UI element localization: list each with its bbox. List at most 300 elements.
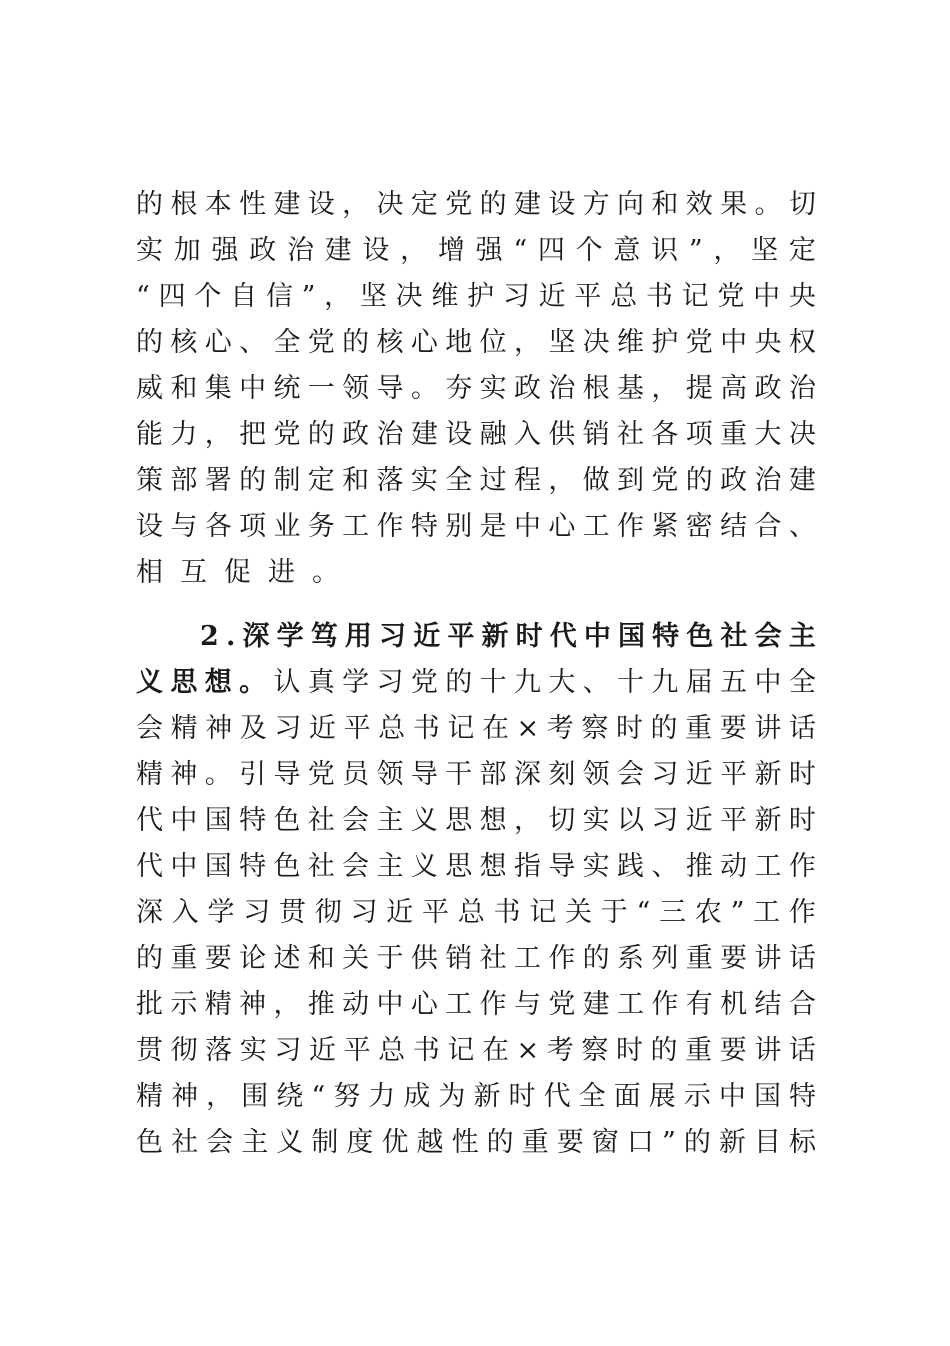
glyph: 察 bbox=[581, 1035, 609, 1066]
glyph: 维 bbox=[617, 327, 645, 358]
glyph: 考 bbox=[546, 1035, 574, 1066]
glyph: 精 bbox=[204, 989, 232, 1020]
glyph: 治 bbox=[376, 419, 404, 450]
glyph: 部 bbox=[479, 759, 507, 790]
glyph: 的 bbox=[307, 419, 335, 450]
glyph: 面 bbox=[613, 1081, 641, 1112]
glyph: 贯 bbox=[279, 897, 306, 928]
glyph: 党 bbox=[445, 189, 473, 220]
glyph: 护 bbox=[467, 281, 495, 312]
glyph: 想 bbox=[204, 667, 232, 698]
glyph: 社 bbox=[307, 805, 335, 836]
glyph: 动 bbox=[720, 851, 748, 882]
glyph: 书 bbox=[412, 1035, 440, 1066]
glyph: 全 bbox=[578, 1081, 606, 1112]
text-line bbox=[136, 706, 816, 752]
glyph: 要 bbox=[204, 943, 232, 974]
glyph: 近 bbox=[308, 1035, 336, 1066]
glyph: 强 bbox=[211, 235, 239, 266]
text-line bbox=[136, 274, 816, 320]
glyph: 习 bbox=[274, 713, 302, 744]
glyph: 贯 bbox=[136, 1035, 163, 1066]
glyph: 新 bbox=[754, 759, 782, 790]
glyph: 努 bbox=[333, 1081, 361, 1112]
glyph: 部 bbox=[170, 465, 198, 496]
glyph: 全 bbox=[273, 327, 301, 358]
glyph: 会 bbox=[342, 851, 370, 882]
glyph: 近 bbox=[308, 713, 336, 744]
glyph: 成 bbox=[403, 1081, 431, 1112]
glyph: 时 bbox=[788, 805, 816, 836]
glyph: 绕 bbox=[276, 1081, 304, 1112]
glyph: 决 bbox=[582, 327, 610, 358]
glyph: 习 bbox=[651, 759, 679, 790]
glyph: 要 bbox=[720, 943, 748, 974]
glyph: 领 bbox=[582, 759, 610, 790]
glyph: 、 bbox=[582, 667, 610, 698]
glyph: 义 bbox=[410, 851, 438, 882]
glyph: 工 bbox=[513, 943, 541, 974]
glyph: “ bbox=[513, 235, 528, 266]
glyph: 批 bbox=[136, 989, 163, 1020]
glyph: 意 bbox=[613, 235, 641, 266]
glyph: 增 bbox=[437, 235, 465, 266]
glyph: 领 bbox=[342, 373, 370, 404]
text-line-last bbox=[136, 550, 816, 596]
glyph: 作 bbox=[548, 943, 576, 974]
glyph: 中 bbox=[583, 621, 611, 652]
glyph: 结 bbox=[754, 989, 782, 1020]
glyph: 总 bbox=[378, 1035, 406, 1066]
glyph: 高 bbox=[720, 373, 748, 404]
glyph: 员 bbox=[342, 759, 370, 790]
glyph: 项 bbox=[685, 419, 713, 450]
glyph: 的 bbox=[650, 1035, 678, 1066]
glyph: 作 bbox=[788, 851, 816, 882]
glyph: ， bbox=[206, 1081, 234, 1112]
glyph: 入 bbox=[513, 419, 541, 450]
glyph: 政 bbox=[249, 235, 277, 266]
glyph: 供 bbox=[548, 419, 576, 450]
glyph: ， bbox=[204, 419, 232, 450]
glyph: 五 bbox=[720, 667, 748, 698]
glyph: 社 bbox=[479, 943, 507, 974]
glyph: 近 bbox=[413, 621, 441, 652]
glyph: 工 bbox=[754, 851, 782, 882]
glyph: 根 bbox=[582, 373, 610, 404]
glyph: 书 bbox=[493, 897, 521, 928]
glyph: 要 bbox=[719, 713, 747, 744]
glyph: 指 bbox=[513, 851, 541, 882]
glyph: 习 bbox=[651, 805, 679, 836]
glyph: 代 bbox=[543, 1081, 571, 1112]
glyph: 党 bbox=[717, 281, 745, 312]
glyph: 列 bbox=[651, 943, 679, 974]
glyph: 定 bbox=[410, 189, 438, 220]
glyph: 是 bbox=[479, 511, 507, 542]
glyph: 密 bbox=[685, 511, 713, 542]
glyph: 、 bbox=[788, 511, 816, 542]
glyph: 领 bbox=[376, 759, 404, 790]
glyph: 个 bbox=[194, 281, 222, 312]
glyph: 记 bbox=[447, 1035, 475, 1066]
glyph: 四 bbox=[158, 281, 186, 312]
glyph: 学 bbox=[207, 897, 235, 928]
glyph: 四 bbox=[537, 235, 565, 266]
glyph: 工 bbox=[582, 511, 610, 542]
glyph: 口 bbox=[626, 1127, 654, 1158]
glyph: 想 bbox=[479, 805, 507, 836]
glyph: ， bbox=[513, 805, 541, 836]
glyph: 会 bbox=[206, 1127, 234, 1158]
glyph: 决 bbox=[788, 419, 816, 450]
glyph: 的 bbox=[683, 1127, 711, 1158]
glyph: 重 bbox=[685, 943, 713, 974]
glyph: 作 bbox=[788, 897, 816, 928]
glyph: 效 bbox=[685, 189, 713, 220]
glyph: 自 bbox=[230, 281, 258, 312]
glyph: 九 bbox=[513, 667, 541, 698]
glyph: 集 bbox=[204, 373, 232, 404]
glyph: 实 bbox=[582, 851, 610, 882]
glyph: 新 bbox=[718, 1127, 746, 1158]
glyph: 。 bbox=[410, 373, 438, 404]
text-line bbox=[136, 982, 816, 1028]
glyph: 机 bbox=[720, 989, 748, 1020]
glyph: 时 bbox=[508, 1081, 536, 1112]
glyph: 中 bbox=[720, 327, 748, 358]
glyph: 决 bbox=[376, 189, 404, 220]
glyph: × bbox=[516, 1035, 540, 1066]
glyph: 实 bbox=[410, 465, 438, 496]
glyph: 主 bbox=[241, 1127, 269, 1158]
text-line bbox=[136, 890, 816, 936]
glyph: × bbox=[516, 713, 540, 744]
glyph: 近 bbox=[685, 759, 713, 790]
glyph: 会 bbox=[136, 713, 163, 744]
glyph: 导 bbox=[273, 759, 301, 790]
glyph: 建 bbox=[410, 419, 438, 450]
glyph: 新 bbox=[481, 621, 509, 652]
glyph: 识 bbox=[651, 235, 679, 266]
glyph: 话 bbox=[788, 713, 816, 744]
glyph: ， bbox=[324, 281, 352, 312]
glyph: 个 bbox=[575, 235, 603, 266]
glyph: 系 bbox=[617, 943, 645, 974]
glyph: 记 bbox=[447, 713, 475, 744]
glyph: 色 bbox=[273, 805, 301, 836]
text-line bbox=[136, 1074, 816, 1120]
glyph: 重 bbox=[685, 1035, 713, 1066]
glyph: 别 bbox=[445, 511, 473, 542]
glyph: 央 bbox=[788, 281, 816, 312]
glyph: 基 bbox=[617, 373, 645, 404]
glyph: 建 bbox=[788, 465, 816, 496]
glyph: 思 bbox=[445, 851, 473, 882]
glyph: 关 bbox=[342, 943, 370, 974]
glyph: 根 bbox=[170, 189, 198, 220]
glyph: 的 bbox=[342, 327, 370, 358]
glyph: 精 bbox=[136, 759, 163, 790]
glyph: 党 bbox=[410, 667, 438, 698]
glyph: 促 bbox=[224, 557, 251, 588]
glyph: 践 bbox=[617, 851, 645, 882]
glyph: 到 bbox=[617, 465, 645, 496]
text-line bbox=[136, 366, 816, 412]
glyph: 相 bbox=[136, 557, 163, 588]
glyph: 时 bbox=[615, 713, 643, 744]
glyph: 习 bbox=[379, 621, 407, 652]
glyph: 社 bbox=[617, 419, 645, 450]
glyph: 精 bbox=[136, 1081, 163, 1112]
glyph: 为 bbox=[438, 1081, 466, 1112]
glyph: 主 bbox=[788, 621, 816, 652]
glyph: 销 bbox=[582, 419, 610, 450]
text-line bbox=[136, 1028, 816, 1074]
glyph: ” bbox=[688, 235, 703, 266]
glyph: 与 bbox=[170, 511, 198, 542]
glyph: 总 bbox=[457, 897, 485, 928]
glyph: 平 bbox=[720, 759, 748, 790]
glyph: 主 bbox=[376, 851, 404, 882]
glyph: 代 bbox=[136, 805, 163, 836]
glyph: 中 bbox=[170, 851, 198, 882]
glyph: 党 bbox=[548, 989, 576, 1020]
glyph: 紧 bbox=[651, 511, 679, 542]
glyph: 总 bbox=[610, 281, 638, 312]
glyph: 位 bbox=[479, 327, 507, 358]
glyph: 治 bbox=[286, 235, 314, 266]
glyph: 届 bbox=[685, 667, 713, 698]
glyph: 要 bbox=[719, 1035, 747, 1066]
glyph: 。 bbox=[239, 667, 267, 698]
glyph: 关 bbox=[565, 897, 592, 928]
glyph: 引 bbox=[239, 759, 267, 790]
glyph: 。 bbox=[204, 759, 232, 790]
glyph: 信 bbox=[265, 281, 293, 312]
glyph: 近 bbox=[538, 281, 566, 312]
glyph: 决 bbox=[395, 281, 423, 312]
glyph: 大 bbox=[548, 667, 576, 698]
glyph: 特 bbox=[239, 851, 267, 882]
glyph: 特 bbox=[239, 805, 267, 836]
glyph: 重 bbox=[685, 713, 713, 744]
glyph: ， bbox=[273, 989, 301, 1020]
glyph: 地 bbox=[445, 327, 473, 358]
glyph: 心 bbox=[548, 511, 576, 542]
glyph: 优 bbox=[381, 1127, 409, 1158]
glyph: 色 bbox=[686, 621, 714, 652]
glyph: ， bbox=[342, 189, 370, 220]
glyph: 想 bbox=[479, 851, 507, 882]
glyph: 建 bbox=[273, 189, 301, 220]
glyph: 总 bbox=[378, 713, 406, 744]
glyph: 推 bbox=[685, 851, 713, 882]
text-line bbox=[136, 844, 816, 890]
glyph: 政 bbox=[720, 465, 748, 496]
paragraph-political-construction bbox=[136, 182, 816, 596]
glyph: 在 bbox=[481, 1035, 509, 1066]
glyph: 标 bbox=[789, 1127, 816, 1158]
glyph: 治 bbox=[754, 465, 782, 496]
glyph: 的 bbox=[239, 465, 267, 496]
glyph: 代 bbox=[549, 621, 577, 652]
glyph: 设 bbox=[136, 511, 163, 542]
glyph: 的 bbox=[486, 1127, 514, 1158]
glyph: ， bbox=[400, 235, 428, 266]
glyph: 刻 bbox=[548, 759, 576, 790]
glyph: 书 bbox=[412, 713, 440, 744]
glyph: 央 bbox=[754, 327, 782, 358]
glyph: 以 bbox=[617, 805, 645, 836]
glyph: 在 bbox=[481, 713, 509, 744]
glyph: 讲 bbox=[754, 713, 782, 744]
text-line bbox=[136, 936, 816, 982]
glyph: 设 bbox=[548, 189, 576, 220]
paragraph-study-thought bbox=[136, 614, 816, 1166]
glyph: 记 bbox=[681, 281, 709, 312]
glyph: 神 bbox=[171, 1081, 199, 1112]
glyph: 导 bbox=[548, 851, 576, 882]
glyph: 新 bbox=[473, 1081, 501, 1112]
glyph: 和 bbox=[651, 189, 679, 220]
glyph: 工 bbox=[753, 897, 781, 928]
glyph: 切 bbox=[788, 189, 816, 220]
glyph: 国 bbox=[204, 851, 232, 882]
glyph: 时 bbox=[615, 1035, 643, 1066]
glyph: 习 bbox=[274, 1035, 302, 1066]
glyph: 治 bbox=[548, 373, 576, 404]
glyph: 讲 bbox=[754, 1035, 782, 1066]
glyph: 坚 bbox=[359, 281, 387, 312]
glyph: 平 bbox=[422, 897, 449, 928]
glyph: 实 bbox=[479, 373, 507, 404]
glyph: 近 bbox=[685, 805, 713, 836]
glyph: 设 bbox=[445, 419, 473, 450]
glyph: 落 bbox=[376, 465, 404, 496]
glyph: 中 bbox=[754, 667, 782, 698]
section-heading bbox=[136, 614, 816, 660]
glyph: 过 bbox=[479, 465, 507, 496]
glyph: 习 bbox=[502, 281, 530, 312]
glyph: 定 bbox=[788, 235, 816, 266]
glyph: 和 bbox=[170, 373, 198, 404]
glyph: 的 bbox=[479, 189, 507, 220]
glyph: 能 bbox=[136, 419, 163, 450]
glyph: 夯 bbox=[445, 373, 473, 404]
glyph: 重 bbox=[720, 419, 748, 450]
glyph: 色 bbox=[136, 1127, 163, 1158]
glyph: 讲 bbox=[754, 943, 782, 974]
glyph: 义 bbox=[136, 667, 163, 698]
glyph: 实 bbox=[239, 1035, 267, 1066]
glyph: 核 bbox=[170, 327, 198, 358]
text-line bbox=[136, 228, 816, 274]
glyph: 的 bbox=[445, 667, 473, 698]
glyph: 维 bbox=[431, 281, 459, 312]
glyph: 政 bbox=[754, 373, 782, 404]
glyph: 和 bbox=[307, 943, 335, 974]
glyph: 会 bbox=[754, 621, 782, 652]
glyph: ， bbox=[548, 465, 576, 496]
glyph: 合 bbox=[788, 989, 816, 1020]
glyph: 干 bbox=[445, 759, 473, 790]
glyph: 制 bbox=[311, 1127, 339, 1158]
glyph: 务 bbox=[307, 511, 335, 542]
glyph: 坚 bbox=[751, 235, 779, 266]
glyph: 会 bbox=[342, 805, 370, 836]
glyph: 彻 bbox=[314, 897, 342, 928]
glyph: 署 bbox=[204, 465, 232, 496]
glyph: 国 bbox=[204, 805, 232, 836]
glyph: 本 bbox=[204, 189, 232, 220]
glyph: 作 bbox=[617, 511, 645, 542]
glyph: 党 bbox=[651, 465, 679, 496]
glyph: 的 bbox=[582, 943, 610, 974]
glyph: 建 bbox=[582, 989, 610, 1020]
glyph: 社 bbox=[720, 621, 748, 652]
glyph: 统 bbox=[273, 373, 301, 404]
glyph: 神 bbox=[239, 989, 267, 1020]
glyph: 察 bbox=[581, 713, 609, 744]
glyph: 动 bbox=[342, 989, 370, 1020]
glyph: 提 bbox=[685, 373, 713, 404]
glyph: 示 bbox=[170, 989, 198, 1020]
glyph: 和 bbox=[342, 465, 370, 496]
glyph: 工 bbox=[617, 989, 645, 1020]
glyph: 党 bbox=[685, 327, 713, 358]
glyph: 建 bbox=[324, 235, 352, 266]
glyph: 程 bbox=[513, 465, 541, 496]
glyph: 的 bbox=[136, 943, 163, 974]
glyph: 农 bbox=[694, 897, 722, 928]
glyph: 融 bbox=[479, 419, 507, 450]
glyph: 神 bbox=[205, 713, 233, 744]
glyph: 话 bbox=[788, 943, 816, 974]
glyph: 要 bbox=[556, 1127, 584, 1158]
glyph: 销 bbox=[445, 943, 473, 974]
glyph: 、 bbox=[651, 851, 679, 882]
glyph: 导 bbox=[376, 373, 404, 404]
glyph: 的 bbox=[650, 713, 678, 744]
glyph: 近 bbox=[386, 897, 414, 928]
glyph: “ bbox=[311, 1081, 326, 1112]
glyph: 九 bbox=[651, 667, 679, 698]
glyph: 。 bbox=[312, 557, 339, 588]
glyph: “ bbox=[636, 897, 651, 928]
glyph: 一 bbox=[307, 373, 335, 404]
glyph: 与 bbox=[513, 989, 541, 1020]
glyph: 彻 bbox=[170, 1035, 198, 1066]
glyph: 向 bbox=[617, 189, 645, 220]
glyph: ， bbox=[513, 327, 541, 358]
glyph: 中 bbox=[239, 373, 267, 404]
glyph: 十 bbox=[617, 667, 645, 698]
glyph: 习 bbox=[243, 897, 271, 928]
glyph: 特 bbox=[789, 1081, 816, 1112]
text-line bbox=[136, 798, 816, 844]
glyph: 党 bbox=[307, 759, 335, 790]
glyph: 。 bbox=[754, 189, 782, 220]
glyph: 国 bbox=[618, 621, 646, 652]
glyph: 平 bbox=[343, 1035, 371, 1066]
glyph: 义 bbox=[276, 1127, 304, 1158]
text-line bbox=[136, 504, 816, 550]
glyph: 平 bbox=[343, 713, 371, 744]
glyph: 中 bbox=[376, 989, 404, 1020]
glyph: 强 bbox=[475, 235, 503, 266]
glyph: 中 bbox=[513, 511, 541, 542]
